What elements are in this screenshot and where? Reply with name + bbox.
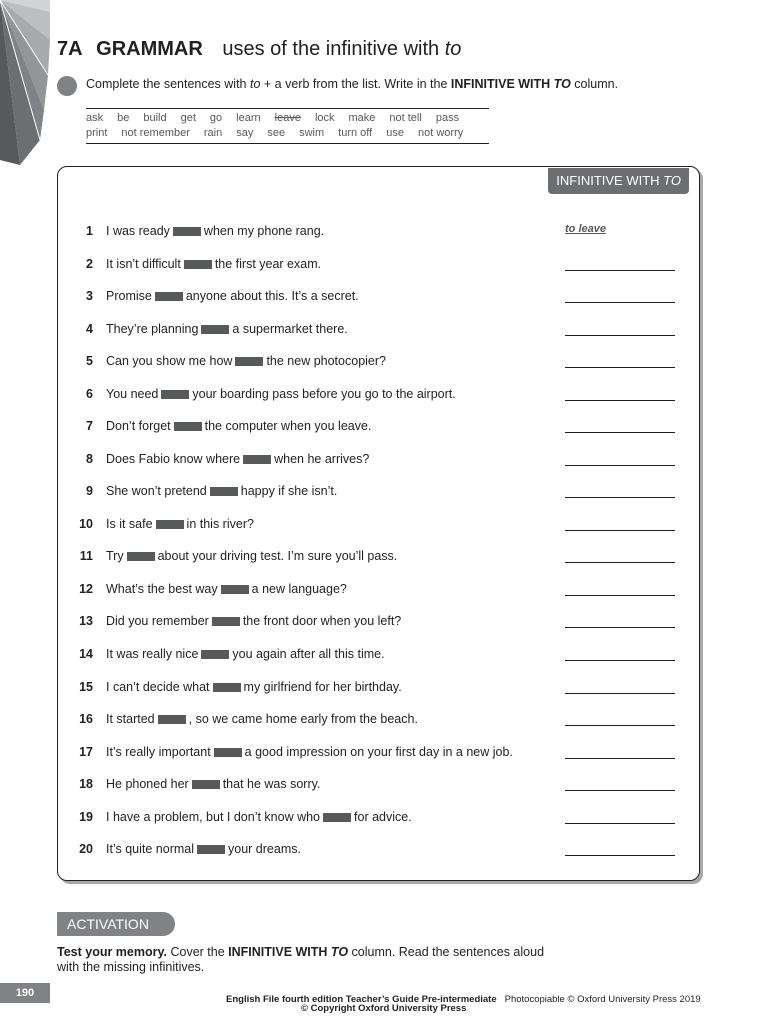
sentence-before: It isn’t difficult: [106, 257, 181, 271]
sentence-row: [58, 774, 699, 794]
sentence-row: [58, 579, 699, 599]
sentence-before: Don’t forget: [106, 419, 171, 433]
sentence-before: Try: [106, 549, 124, 563]
topic-italic: to: [444, 38, 462, 60]
answer-line[interactable]: [565, 481, 675, 498]
sentence-row: [58, 286, 699, 306]
sentence-row: [58, 319, 699, 339]
answer-line[interactable]: [565, 449, 675, 466]
word-list-item: not tell: [389, 112, 422, 124]
sentence-after: when my phone rang.: [203, 224, 325, 238]
sentence-number: 19: [79, 810, 93, 824]
sentence-row: [58, 384, 699, 404]
blank-gap: [221, 585, 249, 594]
sentence-row: [58, 351, 699, 371]
sentence-row: [58, 416, 699, 436]
sentence-row: [58, 514, 699, 534]
sentence-number: 13: [79, 614, 93, 628]
sentence-before: I have a problem, but I don’t know who: [106, 810, 321, 824]
answer-line[interactable]: [565, 709, 675, 726]
instruction-bold: INFINITIVE WITH: [450, 77, 554, 91]
blank-gap: [127, 552, 155, 561]
sentence-before: Does Fabio know where: [106, 452, 241, 466]
section-label: GRAMMAR: [96, 38, 203, 60]
word-list-item: make: [348, 112, 376, 124]
sentence-row: [58, 221, 699, 241]
sentence-text: [106, 481, 337, 501]
sentence-text: [106, 254, 321, 274]
blank-gap: [201, 325, 229, 334]
answer-line[interactable]: [565, 254, 675, 271]
sentence-before: You need: [106, 387, 159, 401]
instruction-part: + a verb from the list. Write in the: [260, 77, 451, 91]
word-list-item: ask: [86, 112, 104, 124]
page-number: 190: [0, 983, 50, 1003]
word-list-row-2: [86, 126, 489, 141]
blank-gap: [201, 650, 229, 659]
sentence-after: a good impression on your first day in a new job.: [244, 745, 513, 759]
activation-text: [57, 945, 567, 975]
blank-gap: [212, 617, 240, 626]
sentence-text: [106, 774, 320, 794]
answer-line[interactable]: [565, 839, 675, 856]
sentence-before: Can you show me how: [106, 354, 233, 368]
sentence-text: [106, 546, 397, 566]
sentence-number: 18: [79, 777, 93, 791]
answer-line[interactable]: [565, 286, 675, 303]
sentence-number: 2: [86, 257, 93, 271]
blank-gap: [156, 520, 184, 529]
sentence-row: [58, 644, 699, 664]
word-list-item: lock: [314, 112, 335, 124]
footer-book-title: English File fourth edition Teacher’s Guide Pre-intermediate: [226, 994, 497, 1005]
column-header-text: INFINITIVE WITH: [556, 173, 664, 188]
answer-line[interactable]: [565, 319, 675, 336]
sentence-number: 5: [86, 354, 93, 368]
sentence-number: 10: [79, 517, 93, 531]
answer-line[interactable]: [565, 416, 675, 433]
sentence-text: [106, 677, 402, 697]
sentence-text: [106, 221, 324, 241]
sentence-row: [58, 449, 699, 469]
sentence-text: [106, 839, 301, 859]
word-list-item: not worry: [417, 127, 464, 139]
blank-gap: [155, 292, 183, 301]
instruction-part: Complete the sentences with: [86, 77, 250, 91]
blank-gap: [235, 357, 263, 366]
sentence-number: 20: [79, 842, 93, 856]
sentence-text: [106, 807, 412, 827]
column-header-italic: TO: [663, 173, 681, 188]
sentence-row: [58, 481, 699, 501]
sentence-after: the front door when you left?: [242, 614, 402, 628]
answer-line[interactable]: to leave: [565, 223, 606, 235]
instruction-bold-italic: TO: [553, 77, 571, 91]
sentence-before: It started: [106, 712, 155, 726]
blank-gap: [174, 422, 202, 431]
blank-gap: [243, 455, 271, 464]
activation-bold: Test your memory.: [57, 945, 167, 959]
sentence-row: [58, 677, 699, 697]
sentence-before: She won’t pretend: [106, 484, 207, 498]
footer-photocopiable: Photocopiable © Oxford University Press 2019: [504, 994, 701, 1005]
page-title: [57, 38, 461, 61]
sentence-row: [58, 742, 699, 762]
sentence-after: in this river?: [186, 517, 254, 531]
word-list-item: use: [386, 127, 404, 139]
activation-bold: INFINITIVE WITH: [228, 945, 331, 959]
sentence-before: I can’t decide what: [106, 680, 210, 694]
sentence-text: [106, 384, 456, 404]
blank-gap: [197, 845, 225, 854]
sentence-number: 12: [79, 582, 93, 596]
sentence-text: [106, 286, 359, 306]
answer-line[interactable]: [565, 644, 675, 661]
answer-line[interactable]: [565, 677, 675, 694]
word-list-item: say: [236, 127, 254, 139]
sentence-number: 16: [79, 712, 93, 726]
sentence-text: [106, 514, 254, 534]
activation-part: column. Read the sentences aloud with the missing infinitives.: [57, 945, 545, 974]
sentence-number: 1: [86, 224, 93, 238]
blank-gap: [213, 683, 241, 692]
instruction-italic: to: [249, 77, 261, 91]
sentence-after: you again after all this time.: [232, 647, 385, 661]
word-list-item: print: [86, 127, 108, 139]
sentence-after: , so we came home early from the beach.: [188, 712, 418, 726]
sentence-number: 6: [86, 387, 93, 401]
blank-gap: [214, 748, 242, 757]
sentence-before: What’s the best way: [106, 582, 218, 596]
instruction-bullet-icon: [57, 76, 77, 96]
sentence-after: when he arrives?: [274, 452, 370, 466]
sentence-text: [106, 416, 371, 436]
exercise-panel: [57, 166, 700, 881]
blank-gap: [173, 227, 201, 236]
sentence-before: It’s really important: [106, 745, 211, 759]
sentence-number: 3: [86, 289, 93, 303]
activation-badge: ACTIVATION: [57, 912, 175, 936]
sentence-before: They’re planning: [106, 322, 199, 336]
blank-gap: [158, 715, 186, 724]
lesson-code: 7A: [57, 38, 83, 60]
sentence-number: 14: [79, 647, 93, 661]
sentence-after: that he was sorry.: [222, 777, 321, 791]
sentence-after: the computer when you leave.: [204, 419, 372, 433]
blank-gap: [192, 780, 220, 789]
sentence-number: 15: [79, 680, 93, 694]
sentence-row: [58, 807, 699, 827]
sentence-after: for advice.: [354, 810, 412, 824]
answer-line[interactable]: [565, 579, 675, 596]
word-list-item: pass: [435, 112, 460, 124]
sentence-row: [58, 611, 699, 631]
instruction-part: column.: [570, 77, 619, 91]
word-list-item: go: [209, 112, 223, 124]
activation-bold-italic: TO: [330, 945, 349, 959]
instruction-text: [86, 77, 618, 91]
sentence-after: anyone about this. It’s a secret.: [185, 289, 359, 303]
sentence-number: 11: [79, 549, 93, 563]
sentence-after: a new language?: [251, 582, 347, 596]
blank-gap: [323, 813, 351, 822]
word-list-item: rain: [203, 127, 223, 139]
sentence-after: about your driving test. I’m sure you’ll pass.: [157, 549, 398, 563]
sentence-before: It’s quite normal: [106, 842, 195, 856]
sentence-row: [58, 546, 699, 566]
answer-line[interactable]: [565, 514, 675, 531]
topic-title: [222, 38, 461, 60]
sentence-text: [106, 319, 348, 339]
sentence-after: the first year exam.: [214, 257, 322, 271]
sentence-text: [106, 644, 385, 664]
decorative-fan-graphic: [0, 0, 50, 170]
answer-line[interactable]: [565, 384, 675, 401]
answer-line[interactable]: [565, 546, 675, 563]
word-list-item: be: [117, 112, 130, 124]
sentence-number: 8: [86, 452, 93, 466]
footer-copyright: © Copyright Oxford University Press: [301, 1003, 467, 1014]
answer-line[interactable]: [565, 611, 675, 628]
word-list-item: get: [180, 112, 196, 124]
word-list-item: not remember: [121, 127, 190, 139]
sentence-row: [58, 254, 699, 274]
sentence-before: Promise: [106, 289, 152, 303]
word-list-item: see: [267, 127, 286, 139]
sentence-number: 7: [86, 419, 93, 433]
blank-gap: [161, 390, 189, 399]
sentence-row: [58, 709, 699, 729]
word-list-row-1: [86, 111, 489, 126]
sentence-text: [106, 579, 347, 599]
blank-gap: [184, 260, 212, 269]
word-list-item: swim: [299, 127, 325, 139]
sentence-after: my girlfriend for her birthday.: [243, 680, 402, 694]
sentence-before: It was really nice: [106, 647, 199, 661]
topic-text: uses of the infinitive with: [222, 38, 445, 60]
sentence-text: [106, 449, 369, 469]
answer-line[interactable]: [565, 774, 675, 791]
sentence-number: 4: [86, 322, 93, 336]
sentence-after: a supermarket there.: [232, 322, 348, 336]
sentence-before: Did you remember: [106, 614, 209, 628]
answer-line[interactable]: [565, 351, 675, 368]
sentence-row: [58, 839, 699, 859]
sentence-number: 9: [86, 484, 93, 498]
answer-line[interactable]: [565, 807, 675, 824]
sentence-after: happy if she isn’t.: [240, 484, 338, 498]
word-list: [86, 108, 489, 144]
answer-line[interactable]: [565, 742, 675, 759]
sentence-before: I was ready: [106, 224, 170, 238]
sentence-after: the new photocopier?: [266, 354, 386, 368]
sentence-after: your dreams.: [228, 842, 301, 856]
word-list-item: turn off: [338, 127, 373, 139]
sentence-before: Is it safe: [106, 517, 153, 531]
sentence-text: [106, 709, 418, 729]
blank-gap: [210, 487, 238, 496]
sentence-after: your boarding pass before you go to the airport.: [192, 387, 456, 401]
answer-column-header: [548, 168, 689, 194]
word-list-item: leave: [274, 112, 301, 124]
sentence-number: 17: [79, 745, 93, 759]
word-list-item: build: [143, 112, 167, 124]
word-list-item: learn: [236, 112, 261, 124]
sentence-text: [106, 742, 513, 762]
sentence-before: He phoned her: [106, 777, 189, 791]
sentence-text: [106, 351, 386, 371]
activation-part: Cover the: [167, 945, 229, 959]
sentence-text: [106, 611, 401, 631]
